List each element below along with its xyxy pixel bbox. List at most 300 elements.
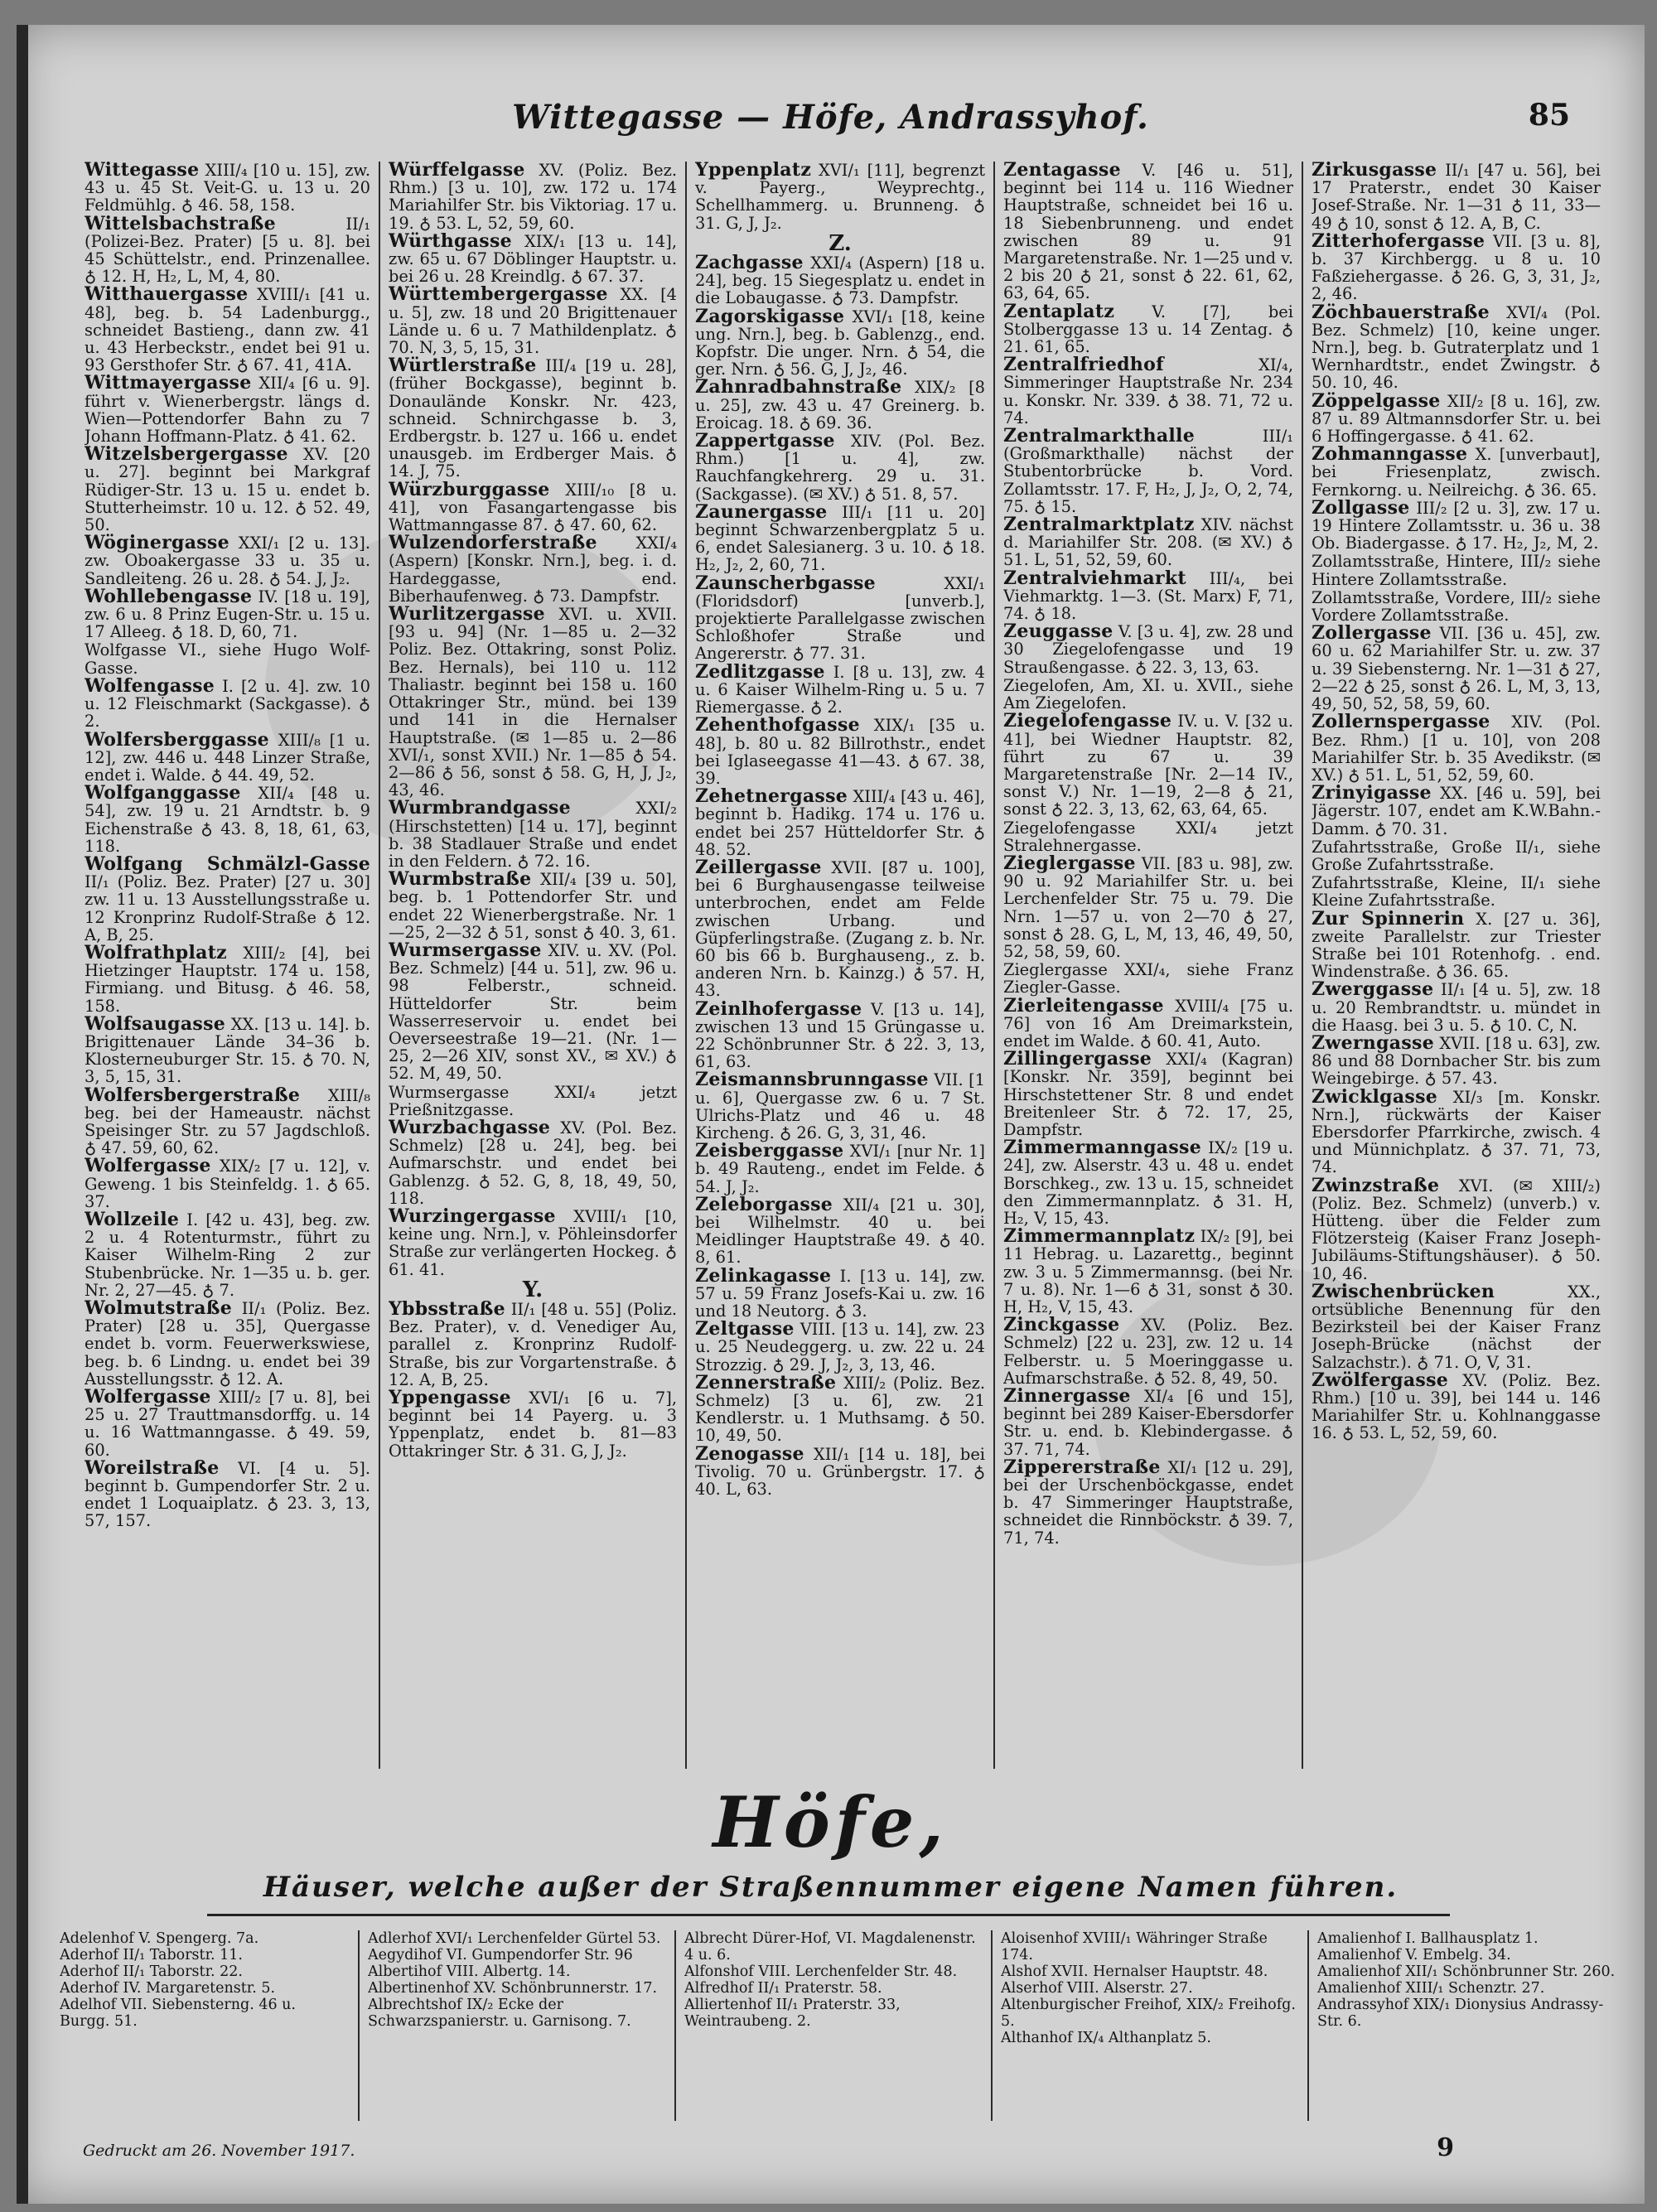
street-details: VII. [36 u. 45], zw. 60 u. 62 Mariahilfer Str. u. zw. 37 u. 39 Siebensterng. Nr. 1—31 ♁ 27, 2—22 ♁ 25, sonst ♁ 26. L, M, 3, 13, 49, 50, 52, 58, 59, 60. [1312, 624, 1601, 714]
street-entry [1003, 567, 1293, 624]
street-entry [85, 674, 370, 732]
street-entry [1003, 1050, 1293, 1138]
street-details: XVIII/₁ [10, keine ung. Nrn.], v. Pöhleinsdorfer Straße zur verlängerten Hockeg. ♁ 61. 41. [389, 1206, 677, 1279]
street-details: XII/₁ [14 u. 18], bei Tivolig. 70 u. Grünbergstr. 17. ♁ 40. L, 63. [695, 1444, 985, 1500]
street-entry [85, 374, 370, 445]
street-entry [695, 1142, 985, 1195]
street-entry [1312, 301, 1601, 393]
column-divider [1302, 162, 1303, 1769]
street-details: XXI/₄ (Aspern) [18 u. 24], beg. 15 Siegesplatz u. endet in die Lobaugasse. ♁ 73. Dampfstr. [695, 254, 985, 308]
page-header [17, 98, 1645, 147]
street-name: Witzelsbergergasse [85, 443, 288, 466]
street-entry [85, 443, 370, 535]
hofe-column-2 [368, 1930, 666, 2121]
street-name: Wittegasse [85, 162, 200, 181]
hof-entry: Aderhof II/₁ Taborstr. 22. [60, 1963, 243, 1980]
street-name: Wurzingergasse [389, 1205, 556, 1227]
street-details: XXI/₂ (Hirschstetten) [14 u. 17], beginnt b. 38 Stadlauer Straße und endet in den Feldern. ♁ 72. 16. [389, 799, 677, 871]
street-entry [389, 799, 677, 870]
street-entry [85, 1208, 370, 1300]
hof-entry: Aderhof IV. Margaretenstr. 5. [60, 1980, 276, 1997]
street-entry [695, 1442, 985, 1500]
street-entry [1003, 1139, 1293, 1227]
directory-column-4 [1003, 162, 1293, 1769]
hofe-column-3 [684, 1930, 983, 2121]
street-entry [1312, 229, 1601, 304]
hofe-section-subtitle: Häuser, welche außer der Straßennummer eigene Namen führen. [263, 1871, 1399, 1904]
column-divider [993, 162, 995, 1769]
running-head: Wittegasse — Höfe, Andrassyhof. [512, 98, 1149, 137]
hof-entry: Albrecht Dürer-Hof, VI. Magdalenenstr. 4 u. 6. [684, 1930, 976, 1963]
hofe-divider-rule [207, 1914, 1450, 1916]
street-entry [389, 283, 677, 358]
street-entry [85, 941, 370, 1016]
street-entry [85, 728, 370, 785]
street-name: Zentralmarkthalle [1003, 425, 1196, 447]
street-name: Wittelsbachstraße [85, 212, 276, 234]
street-details: XX. [46 u. 59], bei Jägerstr. 107, endet am K.W.Bahn.-Damm. ♁ 70. 31. [1312, 784, 1601, 838]
street-details: XII/₄ [39 u. 50], beg. b. 1 Pottendorfer Str. und endet 22 Wienerbergstraße. Nr. 1—25, 2—32 ♁ 51, sonst ♁ 40. 3, 61. [389, 870, 677, 942]
street-details: XVI. (✉ XIII/₂) (Poliz. Bez. Schmelz) (unverb.) v. Hütteng. über die Felder zum Flötzersteig (Kaiser Franz Joseph-Jubiläums-Stiftungshäuser). ♁ 50. 10, 46. [1312, 1176, 1601, 1283]
column-divider [685, 162, 687, 1769]
street-entry [695, 305, 985, 379]
street-entry [389, 1084, 677, 1118]
street-details: IV. [18 u. 19], zw. 6 u. 8 Prinz Eugen-Str. u. 15 u. 17 Alleeg. ♁ 18. D, 60, 71. [85, 587, 370, 642]
section-letter: Y. [522, 1277, 543, 1302]
street-entry [1003, 356, 1293, 427]
street-entry [85, 1084, 370, 1158]
street-details: XVI. u. XVII. [93 u. 94] (Nr. 1—85 u. 2—32 Poliz. Bez. Ottakring, sonst Poliz. Bez. Hernals), bei 110 u. 112 Thaliastr. beginnt bei 158 u. 160 Ottakringer Str., münd. bei 139 und 141 in die Hernalser Hauptstraße. (✉ 1—85 u. 2—86 XVI/₁, sonst XVII.) Nr. 1—85 ♁ 54. 2—86 ♁ 56, sonst ♁ 58. G, H, J, J₂, 43, 46. [389, 605, 677, 800]
street-details: XIV. (Pol. Bez. Rhm.) [1 u. 4], zw. Rauchfangkehrerg. 29 u. 31. (Sackgasse). (✉ XV.) ♁ 51. 8, 57. [695, 432, 985, 504]
street-entry [1003, 162, 1293, 302]
street-name: Ybbsstraße [389, 1298, 505, 1320]
street-details: XIV. u. XV. (Pol. Bez. Schmelz) [44 u. 51], zw. 96 u. 98 Felberstr., schneid. Hütteldorfer Str. beim Wasserreservoir u. endet bei Oeverseestraße 19—21. (Nr. 1—25, 2—26 XIV, sonst XV., ✉ XV.) ♁ 52. M, 49, 50. [389, 940, 677, 1084]
street-entry [389, 939, 677, 1084]
street-entry [389, 534, 677, 605]
street-details: II/₁ (Poliz. Bez. Prater) [27 u. 30] zw. 11 u. 13 Ausstellungsstraße u. 12 Kronprinz Rudolf-Straße ♁ 12. A, B, 25. [85, 872, 370, 944]
street-entry [1312, 1174, 1601, 1283]
street-entry [1312, 389, 1601, 447]
hof-entry: Aegydihof VI. Gumpendorfer Str. 96 [368, 1947, 633, 1963]
street-details: XVI/₁ [11], begrenzt v. Payerg., Weyprechtg., Schellhammerg. u. Brunneng. ♁ 31. G, J, J₂. [695, 162, 985, 233]
hof-entry: Amalienhof V. Embelg. 34. [1317, 1947, 1511, 1963]
street-name: Zappertgasse [695, 430, 835, 452]
street-details: XIX/₂ [8 u. 25], zw. 43 u. 47 Greinerg. b. Eroicag. 18. ♁ 69. 36. [695, 378, 985, 432]
street-entry [695, 785, 985, 859]
street-details: IV. u. V. [32 u. 41], bei Wiedner Hauptstr. 82, führt zu 67 u. 39 Margaretenstraße [Nr. 2—14 IV., sonst V.) Nr. 1—19, 2—8 ♁ 21, sonst ♁ 22. 3, 13, 62, 63, 64, 65. [1003, 712, 1293, 819]
street-entry [695, 254, 985, 307]
street-name: Ziegelofengasse [1003, 710, 1172, 732]
street-name: Zinnergasse [1003, 1385, 1131, 1408]
street-name: Witthauergasse [85, 283, 249, 306]
street-entry [1312, 622, 1601, 714]
street-entry [1312, 978, 1601, 1035]
street-name: Würtlerstraße [389, 355, 537, 377]
street-details: XVII. [87 u. 100], bei 6 Burghausengasse teilweise unterbrochen, endet am Felde zwischen Urbang. und Güpferlingstraße. (Zugang z. b. Nr. 60 bis 66 b. Burghauseng., z. b. anderen Nrn. b. Kainzg.) ♁ 57. H, 43. [695, 857, 985, 1001]
street-entry [389, 229, 677, 287]
street-details: I. [2 u. 4]. zw. 10 u. 12 Fleischmarkt (Sackgasse). ♁ 2. [85, 676, 370, 732]
street-details: III/₄ [19 u. 28], (früher Bockgasse), beginnt b. Donaulände Konskr. Nr. 423, schneid. Schnirchgasse b. 3, Erdbergstr. b. 127 u. 166 u. endet unausgeb. im Erdberger Mais. ♁ 14. J, 75. [389, 356, 677, 481]
street-name: Würthgasse [389, 229, 512, 252]
street-entry [1312, 838, 1601, 873]
street-name: Zeinlhofergasse [695, 997, 862, 1020]
hof-entry: Adlerhof XVI/₁ Lerchenfelder Gürtel 53. [368, 1930, 661, 1947]
street-details: XIII/₈ [1 u. 12], zw. 446 u. 448 Linzer Straße, endet i. Walde. ♁ 44. 49, 52. [85, 730, 370, 785]
street-entry [695, 1318, 985, 1374]
section-letter: Z. [828, 230, 852, 256]
street-details: XVIII/₁ [41 u. 48], beg. b. 54 Ladenburgg., schneidet Bastieng., dann zw. 41 u. 43 Herbeckstr., endet bei 91 u. 93 Gersthofer Str. ♁ 67. 41, 41A. [85, 285, 370, 375]
hof-entry: Alserhof VIII. Alserstr. 27. [1001, 1980, 1193, 1997]
street-name: Zwerngasse [1312, 1031, 1434, 1054]
street-entry [85, 1386, 370, 1460]
hof-entry: Adelenhof V. Spengerg. 7a. [60, 1930, 259, 1947]
street-details: II/₁ [4 u. 5], zw. 18 u. 20 Rembrandtstr. u. mündet in die Haasg. bei 3 u. 5. ♁ 10. C, N. [1312, 980, 1601, 1035]
street-entry [695, 1193, 985, 1268]
street-name: Zimmermanngasse [1003, 1137, 1201, 1159]
street-entry [1312, 553, 1601, 587]
street-name: Zeillergasse [695, 856, 822, 878]
street-name: Zollernspergasse [1312, 711, 1490, 733]
street-entry [695, 162, 985, 232]
street-entry [1003, 1225, 1293, 1316]
directory-column-5 [1312, 162, 1601, 1769]
street-entry [1003, 994, 1293, 1050]
street-name: Wulzendorferstraße [389, 532, 597, 554]
street-name: Zentaplatz [1003, 300, 1115, 322]
street-details: III/₁ [11 u. 20] beginnt Schwarzenbergplatz 5 u. 6, endet Salesianerg. 3 u. 10. ♁ 18. H₂, J₂, 2, 60, 71. [695, 502, 985, 575]
street-details: Zufahrtsstraße, Große II/₁, siehe Große Zufahrtsstraße. [1312, 837, 1601, 874]
street-name: Zillingergasse [1003, 1048, 1152, 1070]
street-name: Zierleitengasse [1003, 994, 1164, 1017]
street-details: XIX/₂ [7 u. 12], v. Geweng. 1 bis Steinfeldg. 1. ♁ 65. 37. [85, 1157, 370, 1211]
street-name: Wurzbachgasse [389, 1116, 551, 1138]
street-name: Wurmbstraße [389, 868, 532, 891]
street-name: Wolfersberggasse [85, 728, 269, 751]
street-details: XV. (Poliz. Bez. Rhm.) [3 u. 10], zw. 172 u. 174 Mariahilfer Str. bis Viktoriag. 17 u. 19. ♁ 53. L, 52, 59, 60. [389, 162, 677, 233]
street-details: VII. [3 u. 8], b. 37 Kirchbergg. u 8 u. 10 Faßziehergasse. ♁ 26. G, 3, 31, J₂, 2, 46. [1312, 231, 1601, 304]
hof-entry: Alfredhof II/₁ Praterstr. 58. [684, 1980, 882, 1997]
hof-entry: Alshof XVII. Hernalser Hauptstr. 48. [1001, 1963, 1268, 1980]
street-details: XII/₂ [8 u. 16], zw. 87 u. 89 Altmannsdorfer Str. u. bei 6 Hoffingergasse. ♁ 41. 62. [1312, 391, 1601, 447]
street-name: Zeuggasse [1003, 621, 1114, 643]
street-entry [389, 1389, 677, 1460]
street-entry [85, 585, 370, 642]
street-details: XIII/₈ beg. bei der Hameaustr. nächst Speisinger Str. zu 57 Jagdschloß. ♁ 47. 59, 60, 62. [85, 1085, 370, 1158]
street-details: XX., ortsübliche Benennung für den Bezirksteil bei der Kaiser Franz Joseph-Brücke (nächst der Salzachstr.). ♁ 71. O, V, 31. [1312, 1282, 1601, 1372]
street-entry [85, 1157, 370, 1210]
street-details: XII/₄ [48 u. 54], zw. 19 u. 21 Arndtstr. b. 9 Eichenstraße ♁ 43. 8, 18, 61, 63, 118. [85, 784, 370, 856]
street-name: Zollgasse [1312, 496, 1410, 519]
hofe-directory [60, 1930, 1617, 2121]
street-entry [695, 500, 985, 575]
street-name: Wurmsergasse [389, 939, 542, 961]
street-details: XVI/₄ (Pol. Bez. Schmelz) [10, keine unger. Nrn.], beg. b. Gutraterplatz und 1 Wernhardtstr., endet Zwingstr. ♁ 50. 10, 46. [1312, 302, 1601, 393]
street-entry [695, 1071, 985, 1142]
street-entry [1003, 300, 1293, 357]
street-entry [389, 1116, 677, 1208]
directory-column-3 [695, 162, 985, 1769]
hof-entry: Amalienhof XII/₁ Schönbrunner Str. 260. [1317, 1963, 1616, 1980]
street-name: Zentralfriedhof [1003, 354, 1164, 376]
street-entry [1312, 1369, 1601, 1443]
street-name: Würffelgasse [389, 162, 525, 181]
street-name: Zeltgasse [695, 1318, 795, 1340]
street-entry [1312, 874, 1601, 909]
street-details: XVI/₁ [nur Nr. 1] b. 49 Rauteng., endet im Felde. ♁ 54. J, J₂. [695, 1142, 985, 1196]
street-details: XIII/₂ (Poliz. Bez. Schmelz) [3 u. 6], zw. 21 Kendlerstr. u. 1 Muthsamg. ♁ 50. 10, 49, 50. [695, 1373, 985, 1446]
street-name: Zahnradbahnstraße [695, 376, 902, 398]
street-details: XIII/₄ [10 u. 15], zw. 43 u. 45 St. Veit-G. u. 13 u. 20 Feldmühlg. ♁ 46. 58, 158. [85, 162, 370, 215]
street-details: I. [8 u. 13], zw. 4 u. 6 Kaiser Wilhelm-Ring u. 5 u. 7 Riemergasse. ♁ 2. [695, 662, 985, 717]
street-details: VII. [1 u. 6], Quergasse zw. 6 u. 7 St. Ulrichs-Platz und 46 u. 48 Kircheng. ♁ 26. G, 3, 31, 46. [695, 1070, 985, 1142]
street-entry [695, 1371, 985, 1446]
street-name: Zwicklgasse [1312, 1085, 1438, 1108]
street-entry [85, 1012, 370, 1087]
street-entry [1312, 1031, 1601, 1089]
street-name: Zwischenbrücken [1312, 1280, 1495, 1302]
street-entry [389, 1298, 677, 1389]
street-directory [85, 162, 1601, 1769]
column-divider [1307, 1930, 1309, 2121]
hof-entry: Albrechtshof IX/₂ Ecke der Schwarzspanierstr. u. Garnisong. 7. [368, 1997, 631, 2030]
street-name: Zaunscherbgasse [695, 572, 876, 594]
directory-column-2 [389, 162, 677, 1769]
street-details: XI/₁ [12 u. 29], bei der Urschenböckgasse, endet b. 47 Simmeringer Hauptstraße, schneidet die Rinnböckstr. ♁ 39. 7, 71, 74. [1003, 1457, 1293, 1548]
street-details: XI/₄, Simmeringer Hauptstraße Nr. 234 u. Konskr. Nr. 339. ♁ 38. 71, 72 u. 74. [1003, 355, 1293, 427]
street-name: Zitterhofergasse [1312, 229, 1486, 252]
street-details: I. [13 u. 14], zw. 57 u. 59 Franz Josefs-Kai u. zw. 16 und 18 Neutorg. ♁ 3. [695, 1266, 985, 1321]
hofe-column-1 [60, 1930, 350, 2121]
street-details: XIX/₁ [13 u. 14], zw. 65 u. 67 Döblinger Hauptstr. u. bei 26 u. 28 Kreindlg. ♁ 67. 37. [389, 231, 677, 287]
street-entry [1312, 589, 1601, 624]
street-details: XV. [20 u. 27]. beginnt bei Markgraf Rüdiger-Str. 13 u. 15 u. endet b. Stutterheimstr. 10 u. 12. ♁ 52. 49, 50. [85, 445, 370, 535]
street-entry [85, 1456, 370, 1531]
street-details: XII/₄ [6 u. 9]. führt v. Wienerbergstr. längs d. Wien—Pottendorfer Bahn zu 7 Johann Hoffmann-Platz. ♁ 41. 62. [85, 374, 370, 447]
hof-entry: Alliertenhof II/₁ Praterstr. 33, Weintraubeng. 2. [684, 1997, 901, 2030]
street-entry [695, 376, 985, 432]
street-details: III/₄, bei Viehmarktg. 1—3. (St. Marx) F, 71, 74. ♁ 18. [1003, 568, 1293, 624]
street-name: Wolfganggasse [85, 782, 241, 804]
street-entry [85, 212, 370, 287]
street-entry [1312, 907, 1601, 982]
street-details: VI. [4 u. 5]. beginnt b. Gumpendorfer Str. 2 u. endet 1 Loquaiplatz. ♁ 23. 3, 13, 57, 157. [85, 1458, 370, 1531]
street-name: Zippererstraße [1003, 1456, 1161, 1478]
street-name: Woreilstraße [85, 1456, 220, 1479]
street-name: Zagorskigasse [695, 305, 845, 327]
street-details: Zufahrtsstraße, Kleine, II/₁ siehe Kleine Zufahrtsstraße. [1312, 873, 1601, 910]
street-details: Wurmsergasse XXI/₄ jetzt Prießnitzgasse. [389, 1082, 677, 1119]
street-entry [1003, 852, 1293, 961]
street-details: X. [unverbaut], bei Friesenplatz, zwisch. Fernkorng. u. Neilreichg. ♁ 36. 65. [1312, 445, 1601, 500]
street-name: Wolfgang Schmälzl-Gasse [85, 852, 370, 875]
hof-entry: Adelhof VII. Siebensterng. 46 u. Burgg. 51. [60, 1997, 296, 2030]
street-name: Wurmbrandgasse [389, 797, 571, 819]
street-entry [1003, 712, 1293, 818]
street-details: XIII/₂ [7 u. 8], bei 25 u. 27 Trauttmansdorffg. u. 14 u. 16 Wattmanngasse. ♁ 49. 59, 60. [85, 1388, 370, 1460]
street-entry [85, 534, 370, 587]
street-entry [1312, 782, 1601, 838]
street-entry [695, 572, 985, 664]
street-name: Württembergergasse [389, 283, 608, 306]
street-entry [389, 603, 677, 800]
street-details: XVIII/₄ [75 u. 76] von 16 Am Dreimarkstein, endet im Walde. ♁ 60. 41, Auto. [1003, 996, 1293, 1050]
page-number: 85 [1528, 98, 1570, 133]
street-entry [1003, 677, 1293, 712]
street-details: V. [7], bei Stolberggasse 13 u. 14 Zentag. ♁ 21. 61, 65. [1003, 302, 1293, 357]
street-name: Zollergasse [1312, 622, 1432, 645]
street-details: Wolfgasse VI., siehe Hugo Wolf-Gasse. [85, 640, 370, 678]
street-details: III/₁ (Großmarkthalle) nächst der Stubentorbrücke b. Vord. Zollamtsstr. 17. F, H₂, J, J₂, O, 2, 74, 75. ♁ 15. [1003, 427, 1293, 516]
street-details: X. [27 u. 36], zweite Parallelstr. zur Triester Straße bei 101 Rotenhofg. . end. Windenstraße. ♁ 36. 65. [1312, 909, 1601, 982]
street-name: Zohmanngasse [1312, 443, 1468, 466]
hof-entry: Alfonshof VIII. Lerchenfelder Str. 48. [684, 1963, 958, 1980]
street-name: Wolfsaugasse [85, 1012, 226, 1035]
sheet-signature: 9 [1437, 2133, 1454, 2162]
street-name: Zentralviehmarkt [1003, 567, 1186, 589]
hof-entry: Albertihof VIII. Albertg. 14. [368, 1963, 571, 1980]
hofe-section-title: Höfe, [713, 1781, 949, 1863]
street-name: Zedlitzgasse [695, 660, 825, 683]
street-entry [1312, 1280, 1601, 1372]
street-name: Wolfergasse [85, 1386, 211, 1408]
column-divider [379, 162, 380, 1769]
street-name: Zrinyigasse [1312, 782, 1432, 804]
street-entry [1003, 623, 1293, 676]
hof-entry: Althanhof IX/₄ Althanplatz 5. [1001, 2030, 1211, 2046]
street-name: Zentralmarktplatz [1003, 514, 1195, 536]
street-name: Zentagasse [1003, 162, 1121, 181]
street-name: Wittmayergasse [85, 372, 252, 394]
street-entry [1312, 1085, 1601, 1177]
street-entry [1003, 516, 1293, 569]
street-details: XVII. [18 u. 63], zw. 86 und 88 Dornbacher Str. bis zum Weingebirge. ♁ 57. 43. [1312, 1033, 1601, 1089]
street-entry [85, 1297, 370, 1389]
street-details: XIII/₂ [4], bei Hietzinger Hauptstr. 174 u. 158, Firmiang. und Bitusg. ♁ 46. 58, 158. [85, 943, 370, 1016]
street-details: XI/₃ [m. Konskr. Nrn.], rückwärts der Kaiser Ebersdorfer Pfarrkirche, zwisch. 4 und Münnichplatz. ♁ 37. 71, 73, 74. [1312, 1087, 1601, 1177]
street-name: Wolmutstraße [85, 1297, 233, 1319]
street-entry [1003, 819, 1293, 854]
street-details: XVI/₁ [18, keine ung. Nrn.], beg. b. Gablenzg., end. Kopfstr. Die unger. Nrn. ♁ 54, die ger. Nrn. ♁ 56. G, J, J₂, 46. [695, 307, 985, 379]
street-entry [1003, 1316, 1293, 1387]
street-details: VII. [83 u. 98], zw. 90 u. 92 Mariahilfer Str. u. bei Lerchenfelder Str. 75 u. 79. Die Nrn. 1—57 u. von 2—70 ♁ 27, sonst ♁ 28. G, L, M, 13, 46, 49, 50, 52, 58, 59, 60. [1003, 853, 1293, 961]
street-name: Zeisberggasse [695, 1140, 844, 1162]
street-entry [695, 856, 985, 1001]
street-name: Zwölfergasse [1312, 1369, 1449, 1391]
street-name: Zieglergasse [1003, 852, 1136, 874]
column-divider [674, 1930, 676, 2121]
street-name: Zwinzstraße [1312, 1174, 1440, 1196]
street-details: XXI/₁ (Floridsdorf) [unverb.], projektierte Parallelgasse zwischen Schloßhofer Straße und Angererstr. ♁ 77. 31. [695, 573, 985, 664]
hof-entry: Amalienhof XIII/₁ Schenztr. 27. [1317, 1980, 1545, 1997]
street-details: I. [42 u. 43], beg. zw. 2 u. 4 Rotenturmstr., führt zu Kaiser Wilhelm-Ring 2 zur Stubenbrücke. Nr. 1—35 u. b. ger. Nr. 2, 27—45. ♁ 7. [85, 1210, 370, 1300]
street-name: Zennerstraße [695, 1371, 837, 1393]
street-name: Zimmermannplatz [1003, 1225, 1196, 1248]
street-entry [1312, 496, 1601, 553]
street-details: II/₁ [47 u. 56], bei 17 Praterstr., endet 30 Kaiser Josef-Straße. Nr. 1—31 ♁ 11, 33—49 ♁ 10, sonst ♁ 12. A, B, C. [1312, 162, 1601, 233]
street-name: Wolfengasse [85, 674, 215, 697]
street-entry [1003, 1385, 1293, 1459]
street-name: Zehenthofgasse [695, 714, 860, 737]
street-details: XIII/₁₀ [8 u. 41], von Fasangartengasse bis Wattmanngasse 87. ♁ 47. 60, 62. [389, 480, 677, 535]
street-details: V. [13 u. 14], zwischen 13 und 15 Grüngasse u. 22 Schönbrunner Str. ♁ 22. 3, 13, 61, 63. [695, 999, 985, 1072]
street-entry [85, 283, 370, 375]
street-details: XXI/₄ (Kagran) [Konskr. Nr. 359], beginnt bei Hirschstettener Str. 8 und endet Breitenleer Str. ♁ 72. 17, 25, Dampfstr. [1003, 1050, 1293, 1139]
street-entry [695, 432, 985, 503]
street-name: Yppenplatz [695, 162, 812, 181]
street-name: Wurlitzergasse [389, 603, 545, 625]
hof-entry: Altenburgischer Freihof, XIX/₂ Freihofg. 5. [1001, 1997, 1296, 2030]
street-entry [695, 660, 985, 717]
street-name: Wohllebengasse [85, 585, 253, 607]
street-details: II/₁ [48 u. 55] (Poliz. Bez. Prater), v. d. Venediger Au, parallel z. Kronprinz Rudolf-Straße, bis zur Vorgartenstraße. ♁ 12. A, B, 25. [389, 1300, 677, 1389]
street-details: XV. (Pol. Bez. Schmelz) [28 u. 24], beg. bei Aufmarschstr. und endet bei Gablenzg. ♁ 52. G, 8, 18, 49, 50, 118. [389, 1118, 677, 1208]
street-details: XVI/₁ [6 u. 7], beginnt bei 14 Payerg. u. 3 Yppenplatz, endet b. 81—83 Ottakringer Str. ♁ 31. G, J, J₂. [389, 1389, 677, 1461]
street-name: Wöginergasse [85, 532, 229, 554]
hof-entry: Aloisenhof XVIII/₁ Währinger Straße 174. [1001, 1930, 1268, 1963]
street-details: III/₂ [2 u. 3], zw. 17 u. 19 Hintere Zollamtsstr. u. 36 u. 38 Ob. Biadergasse. ♁ 17. H₂, J₂, M, 2. [1312, 498, 1601, 553]
street-entry [1003, 427, 1293, 515]
street-name: Wolfersbergerstraße [85, 1084, 301, 1106]
street-details: XIX/₁ [35 u. 48], b. 80 u. 82 Billrothstr., endet bei Iglaseegasse 41—43. ♁ 67. 38, 39. [695, 716, 985, 788]
street-name: Würzburggasse [389, 478, 550, 500]
street-name: Wolfrathplatz [85, 941, 227, 964]
street-entry [389, 478, 677, 535]
hof-entry: Andrassyhof XIX/₁ Dionysius Andrassy-Str. 6. [1317, 1997, 1604, 2030]
street-details: Ziegelofen, Am, XI. u. XVII., siehe Am Ziegelofen. [1003, 675, 1293, 713]
street-details: II/₁ (Polizei-Bez. Prater) [5 u. 8]. bei 45 Schüttelstr., end. Prinzenallee. ♁ 12. H, H₂, L, M, 4, 80. [85, 214, 370, 287]
street-name: Zehetnergasse [695, 785, 848, 808]
street-details: V. [46 u. 51], beginnt bei 114 u. 116 Wiedner Hauptstraße, schneidet bei 16 u. 18 Siebenbrunneng. und endet zwischen 89 u. 91 Margaretenstraße. Nr. 1—25 und v. 2 bis 20 ♁ 21, sonst ♁ 22. 61, 62, 63, 64, 65. [1003, 162, 1293, 303]
street-details: Ziegelofengasse XXI/₄ jetzt Stralehnergasse. [1003, 818, 1293, 855]
street-entry [389, 1205, 677, 1279]
street-details: Zollamtsstraße, Vordere, III/₂ siehe Vordere Zollamtsstraße. [1312, 587, 1601, 625]
street-name: Wollzeile [85, 1208, 180, 1230]
street-details: XII/₄ [21 u. 30], bei Wilhelmstr. 40 u. bei Meidlinger Hauptstraße 49. ♁ 40. 8, 61. [695, 1195, 985, 1268]
street-name: Zenogasse [695, 1442, 804, 1465]
street-name: Zaunergasse [695, 500, 828, 523]
street-details: IX/₂ [19 u. 24], zw. Alserstr. 43 u. 48 u. endet Borschkeg., zw. 13 u. 15, schneidet den Zimmermannplatz. ♁ 31. H, H₂, V, 15, 43. [1003, 1138, 1293, 1228]
street-details: V. [3 u. 4], zw. 28 und 30 Ziegelofengasse und 19 Straußengasse. ♁ 22. 3, 13, 63. [1003, 622, 1293, 677]
street-entry [1003, 1456, 1293, 1548]
street-name: Wolfergasse [85, 1155, 211, 1177]
street-details: XX. [4 u. 5], zw. 18 und 20 Brigittenauer Lände u. 6 u. 7 Mathildenplatz. ♁ 70. N, 3, 5, 15, 31. [389, 285, 677, 358]
street-name: Zöppelgasse [1312, 389, 1441, 412]
hofe-column-5 [1317, 1930, 1617, 2121]
street-details: XV. (Poliz. Bez. Rhm.) [10 u. 39], bei 144 u. 146 Mariahilfer Str. u. Kohlnanggasse 16. ♁ 53. L, 52, 59, 60. [1312, 1370, 1601, 1443]
street-entry [85, 641, 370, 676]
street-details: XI/₄ [6 und 15], beginnt bei 289 Kaiser-Ebersdorfer Str. u. end. b. Klebindergasse. ♁ 37. 71, 74. [1003, 1387, 1293, 1459]
hof-entry: Albertinenhof XV. Schönbrunnerstr. 17. [368, 1980, 658, 1997]
street-entry [1312, 162, 1601, 232]
street-details: IX/₂ [9], bei 11 Hebrag. u. Lazarettg., beginnt zw. 3 u. 5 Zimmermannsg. (bei Nr. 7 u. 8). Nr. 1—6 ♁ 31, sonst ♁ 30. H, H₂, V, 15, 43. [1003, 1227, 1293, 1316]
street-details: XXI/₁ [2 u. 13]. zw. Oboakergasse 33 u. 35 u. Sandleiteng. 26 u. 28. ♁ 54. J, J₂. [85, 534, 370, 588]
street-details: XIV. nächst d. Mariahilfer Str. 208. (✉ XV.) ♁ 51. L, 51, 52, 59, 60. [1003, 515, 1293, 570]
directory-column-1 [85, 162, 370, 1769]
street-entry [695, 714, 985, 788]
street-entry [1003, 961, 1293, 996]
street-details: Zollamtsstraße, Hintere, III/₂ siehe Hintere Zollamtsstraße. [1312, 552, 1601, 589]
street-entry [695, 1264, 985, 1321]
hof-entry: Aderhof II/₁ Taborstr. 11. [60, 1947, 243, 1963]
street-details: VIII. [13 u. 14], zw. 23 u. 25 Neudeggerg. u. zw. 22 u. 24 Strozzig. ♁ 29. J, J₂, 3, 13, 46. [695, 1320, 985, 1374]
street-details: II/₁ (Poliz. Bez. Prater) [28 u. 35], Quergasse endet b. vorm. Feuerwerkswiese, beg. b. 6 Lindng. u. endet bei 39 Ausstellungsstr. ♁ 12. A. [85, 1299, 370, 1389]
hofe-column-4 [1001, 1930, 1299, 2121]
street-name: Zur Spinnerin [1312, 907, 1465, 930]
street-entry [389, 357, 677, 480]
street-entry [1312, 443, 1601, 500]
street-entry [389, 868, 677, 942]
street-details: Zieglergasse XXI/₄, siehe Franz Ziegler-Gasse. [1003, 960, 1293, 997]
